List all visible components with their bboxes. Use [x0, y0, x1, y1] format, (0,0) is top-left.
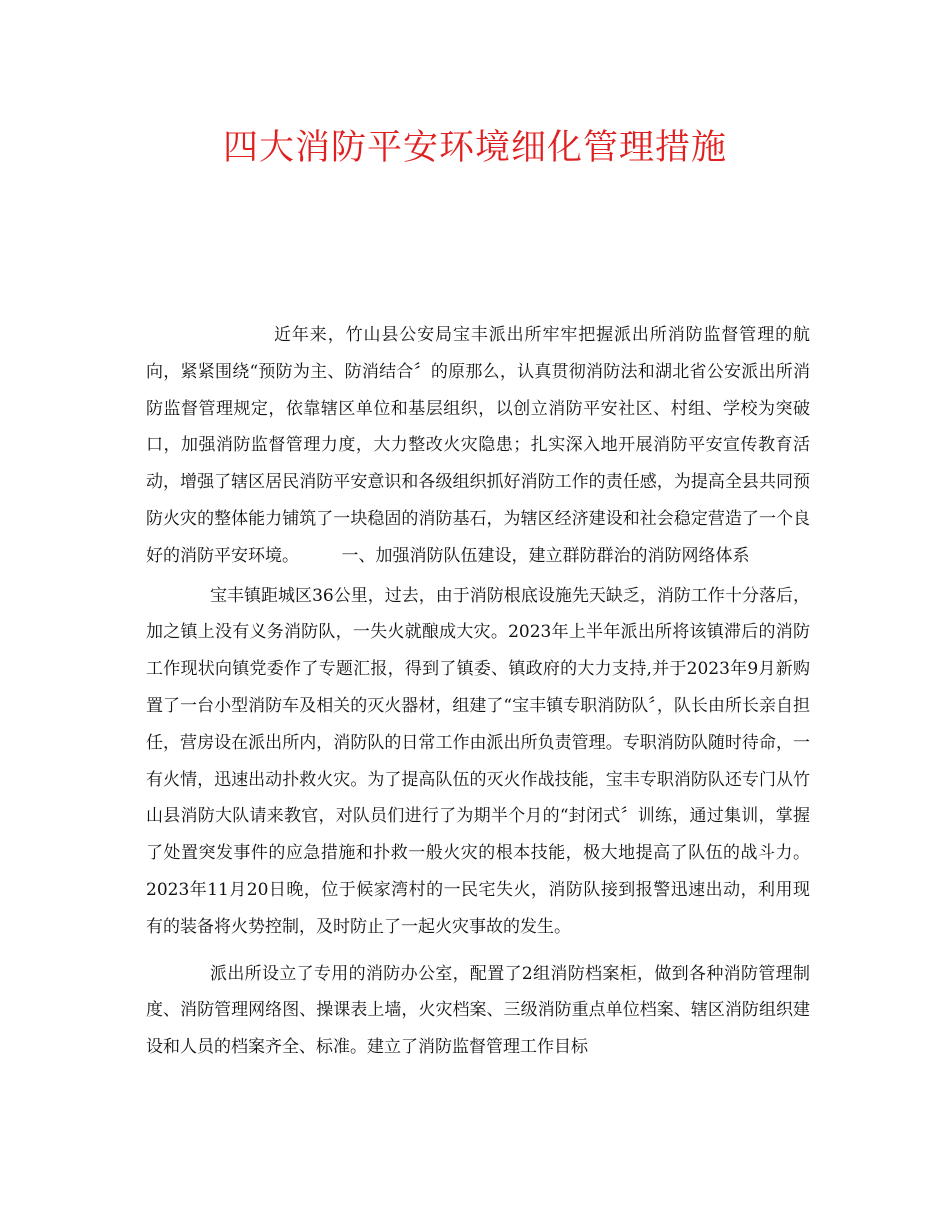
paragraph-fire-brigade: 宝丰镇距城区36公里，过去，由于消防根底设施先天缺乏，消防工作十分落后，加之镇上没有义务消防队，一失火就酿成大灾。2023年上半年派出所将该镇滞后的消防工作现状向镇党委作了专题汇报，得到了镇委、镇政府的大力支持,并于2023年9月新购置了一台小型消防车及相关的灭火器材，组建了“宝丰镇专职消防队〞，队长由所长亲自担任，营房设在派出所内，消防队的日常工作由派出所负责管理。专职消防队随时待命，一有火情，迅速出动扑救火灾。为了提高队伍的灭火作战技能，宝丰专职消防队还专门从竹山县消防大队请来教官，对队员们进行了为期半个月的“封闭式〞训练，通过集训，掌握了处置突发事件的应急措施和扑救一般火灾的根本技能，极大地提高了队伍的战斗力。2023年11月20日晚，位于候家湾村的一民宅失火，消防队接到报警迅速出动，利用现有的装备将火势控制，及时防止了一起火灾事故的发生。 — [146, 585, 810, 937]
paragraph-intro: 近年来，竹山县公安局宝丰派出所牢牢把握派出所消防监督管理的航向，紧紧围绕“预防为主、防消结合〞的原那么，认真贯彻消防法和湖北省公安派出所消防监督管理规定，依靠辖区单位和基层组织，以创立消防平安社区、村组、学校为突破口，加强消防监督管理力度，大力整改火灾隐患；扎实深入地开展消防平安宣传教育活动，增强了辖区居民消防平安意识和各级组织抓好消防工作的责任感，为提高全县共同预防火灾的整体能力铺筑了一块稳固的消防基石，为辖区经济建设和社会稳定营造了一个良好的消防平安环境。 一、加强消防队伍建设，建立群防群治的消防网络体系 — [146, 325, 810, 566]
document-body — [146, 317, 810, 1066]
paragraph-fire-office: 派出所设立了专用的消防办公室，配置了2组消防档案柜，做到各种消防管理制度、消防管理网络图、操课表上墙，火灾档案、三级消防重点单位档案、辖区消防组织建设和人员的档案齐全、标准。建立了消防监督管理工作目标 — [146, 963, 810, 1058]
document-title: 四大消防平安环境细化管理措施 — [222, 128, 727, 168]
